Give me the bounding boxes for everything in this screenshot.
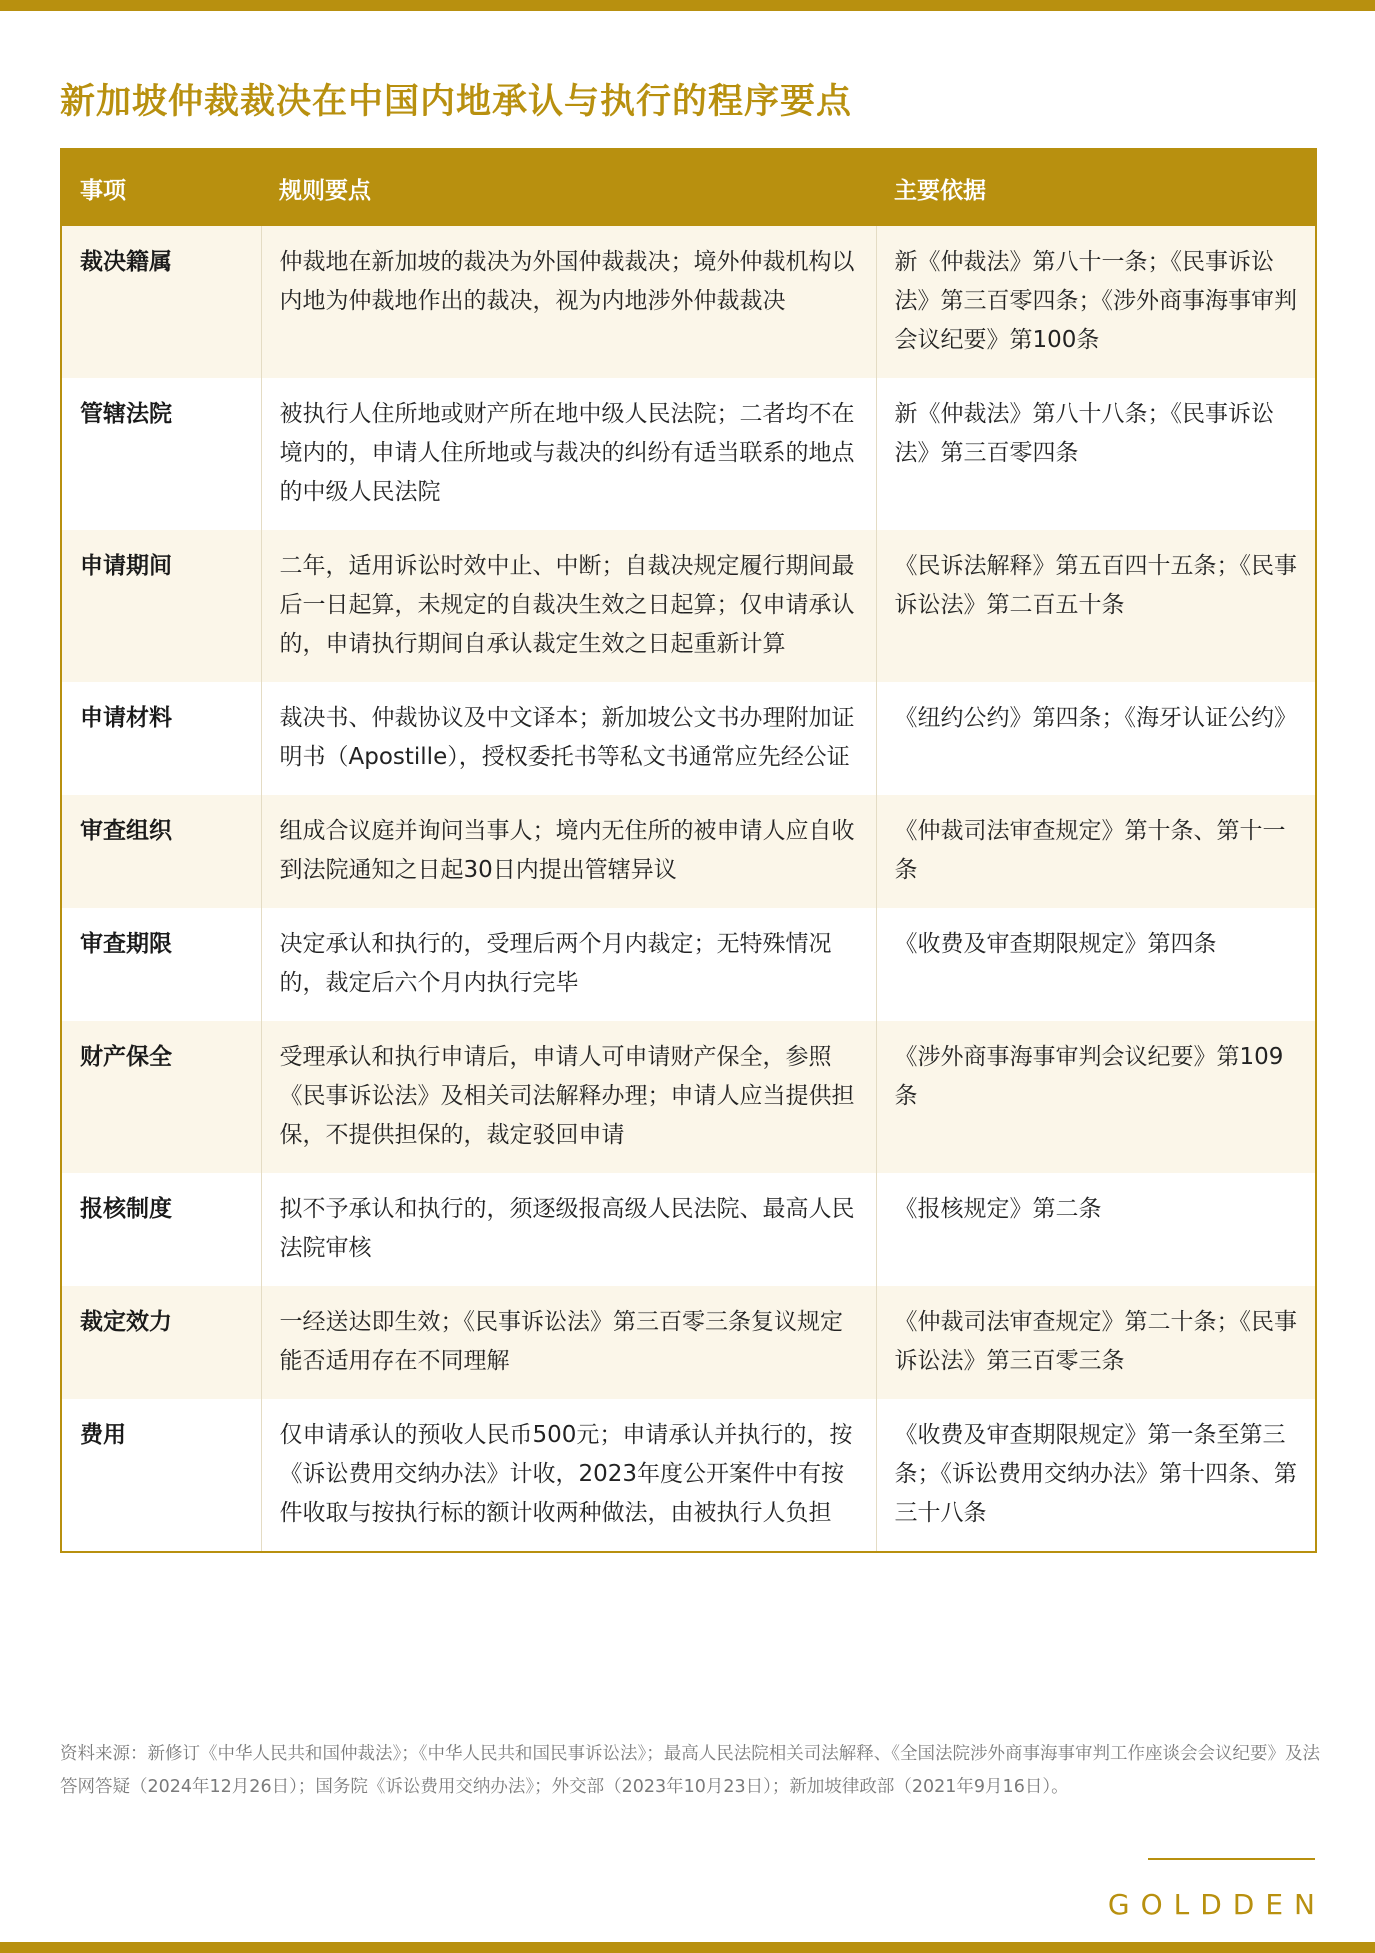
table-row	[61, 378, 1316, 530]
row-rule: 二年，适用诉讼时效中止、中断；自裁决规定履行期间最后一日起算，未规定的自裁决生效之日起算；仅申请承认的，申请执行期间自承认裁定生效之日起重新计算	[261, 530, 876, 682]
row-basis: 《收费及审查期限规定》第一条至第三条；《诉讼费用交纳办法》第十四条、第三十八条	[876, 1399, 1316, 1552]
row-rule: 组成合议庭并询问当事人；境内无住所的被申请人应自收到法院通知之日起30日内提出管辖异议	[261, 795, 876, 908]
row-item: 管辖法院	[61, 378, 261, 530]
row-rule: 仲裁地在新加坡的裁决为外国仲裁裁决；境外仲裁机构以内地为仲裁地作出的裁决，视为内地涉外仲裁裁决	[261, 226, 876, 378]
source-note: 资料来源：新修订《中华人民共和国仲裁法》；《中华人民共和国民事诉讼法》；最高人民法院相关司法解释、《全国法院涉外商事海事审判工作座谈会会议纪要》及法答网答疑（2024年12月26日）；国务院《诉讼费用交纳办法》；外交部（2023年10月23日）；新加坡律政部（2021年9月16日）。	[60, 1744, 1320, 1797]
bottom-accent-bar	[0, 1942, 1375, 1953]
top-accent-bar	[0, 0, 1375, 11]
row-basis: 《报核规定》第二条	[876, 1173, 1316, 1286]
procedure-table	[60, 148, 1317, 1553]
header-item: 事项	[61, 149, 261, 226]
row-item: 申请材料	[61, 682, 261, 795]
row-rule: 受理承认和执行申请后，申请人可申请财产保全，参照《民事诉讼法》及相关司法解释办理；申请人应当提供担保，不提供担保的，裁定驳回申请	[261, 1021, 876, 1173]
row-rule: 决定承认和执行的，受理后两个月内裁定；无特殊情况的，裁定后六个月内执行完毕	[261, 908, 876, 1021]
row-item: 审查期限	[61, 908, 261, 1021]
table-row	[61, 226, 1316, 378]
header-basis: 主要依据	[876, 149, 1316, 226]
table-header-row	[61, 149, 1316, 226]
row-rule: 仅申请承认的预收人民币500元；申请承认并执行的，按《诉讼费用交纳办法》计收，2023年度公开案件中有按件收取与按执行标的额计收两种做法，由被执行人负担	[261, 1399, 876, 1552]
row-item: 裁定效力	[61, 1286, 261, 1399]
row-basis: 《收费及审查期限规定》第四条	[876, 908, 1316, 1021]
table-row	[61, 1399, 1316, 1552]
row-item: 裁决籍属	[61, 226, 261, 378]
row-rule: 被执行人住所地或财产所在地中级人民法院；二者均不在境内的，申请人住所地或与裁决的纠纷有适当联系的地点的中级人民法院	[261, 378, 876, 530]
header-rule: 规则要点	[261, 149, 876, 226]
table-row	[61, 682, 1316, 795]
table-row	[61, 530, 1316, 682]
row-item: 审查组织	[61, 795, 261, 908]
row-basis: 《纽约公约》第四条；《海牙认证公约》	[876, 682, 1316, 795]
brand-divider	[1148, 1858, 1315, 1860]
row-item: 财产保全	[61, 1021, 261, 1173]
row-basis: 《民诉法解释》第五百四十五条；《民事诉讼法》第二百五十条	[876, 530, 1316, 682]
table-row	[61, 795, 1316, 908]
table-row	[61, 1173, 1316, 1286]
table-row	[61, 908, 1316, 1021]
row-rule: 裁决书、仲裁协议及中文译本；新加坡公文书办理附加证明书（Apostille），授权委托书等私文书通常应先经公证	[261, 682, 876, 795]
row-basis: 新《仲裁法》第八十八条；《民事诉讼法》第三百零四条	[876, 378, 1316, 530]
row-basis: 《仲裁司法审查规定》第十条、第十一条	[876, 795, 1316, 908]
row-item: 申请期间	[61, 530, 261, 682]
table-row	[61, 1021, 1316, 1173]
page-title: 新加坡仲裁裁决在中国内地承认与执行的程序要点	[60, 82, 853, 122]
row-basis: 《仲裁司法审查规定》第二十条；《民事诉讼法》第三百零三条	[876, 1286, 1316, 1399]
row-item: 报核制度	[61, 1173, 261, 1286]
row-basis: 《涉外商事海事审判会议纪要》第109条	[876, 1021, 1316, 1173]
table-row	[61, 1286, 1316, 1399]
row-rule: 拟不予承认和执行的，须逐级报高级人民法院、最高人民法院审核	[261, 1173, 876, 1286]
row-rule: 一经送达即生效；《民事诉讼法》第三百零三条复议规定能否适用存在不同理解	[261, 1286, 876, 1399]
row-basis: 新《仲裁法》第八十一条；《民事诉讼法》第三百零四条；《涉外商事海事审判会议纪要》第100条	[876, 226, 1316, 378]
row-item: 费用	[61, 1399, 261, 1552]
brand-wordmark: GOLDDEN	[1107, 1888, 1326, 1921]
